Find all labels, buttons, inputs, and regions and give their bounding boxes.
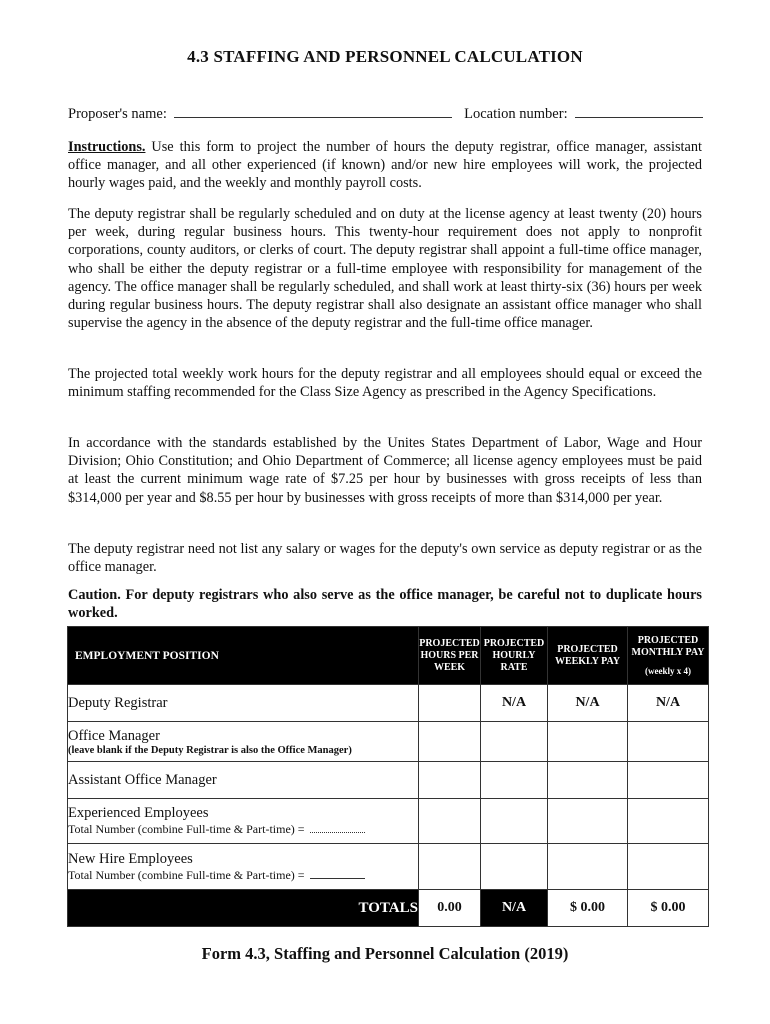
table-row xyxy=(68,685,709,722)
totals-rate: N/A xyxy=(481,890,548,927)
location-number-field[interactable] xyxy=(575,104,703,118)
row-label-deputy: Deputy Registrar xyxy=(68,685,419,722)
totals-label: TOTALS xyxy=(68,890,419,927)
assistant-weekly-cell[interactable] xyxy=(548,762,628,799)
header-hours: PROJECTED HOURS PER WEEK xyxy=(419,627,481,685)
table-row xyxy=(68,799,709,844)
new-hire-hours-cell[interactable] xyxy=(419,844,481,890)
office-manager-rate-cell[interactable] xyxy=(481,722,548,762)
wage-standards-paragraph: In accordance with the standards established by the Unites States Department of Labor, Wage and Hour Division; Ohio Constitution; and Ohio Department of Commerce; all license agency employees must be paid at least the current minimum wage rate of $7.25 per hour by businesses with gross receipts of less than $314,000 per year and $8.55 per hour by businesses with gross receipts of more than $314,000 per year. xyxy=(68,435,702,506)
table-header-row xyxy=(68,627,709,685)
instructions-text: Use this form to project the number of hours the deputy registrar, office manager, assistant office manager, and all other experienced (if known) and/or new hire employees will work, the projected hourly wages paid, and the weekly and monthly payroll costs. xyxy=(68,139,702,192)
new-hire-rate-cell[interactable] xyxy=(481,844,548,890)
salary-note-paragraph: The deputy registrar need not list any salary or wages for the deputy's own service as deputy registrar or as the office manager. xyxy=(68,541,702,576)
assistant-rate-cell[interactable] xyxy=(481,762,548,799)
table-row xyxy=(68,722,709,762)
office-manager-note: (leave blank if the Deputy Registrar is also the Office Manager) xyxy=(68,744,352,756)
experienced-count-label: Total Number (combine Full-time & Part-time) = xyxy=(68,822,305,836)
header-weekly: PROJECTED WEEKLY PAY xyxy=(548,627,628,685)
assistant-hours-cell[interactable] xyxy=(419,762,481,799)
assistant-monthly-cell[interactable] xyxy=(628,762,709,799)
staffing-paragraph: The projected total weekly work hours for the deputy registrar and all employees should equal or exceed the minimum staffing recommended for the Class Size Agency as prescribed in the Agency Specifications. xyxy=(68,366,702,401)
form-title: 4.3 STAFFING AND PERSONNEL CALCULATION xyxy=(187,47,583,66)
proposer-line xyxy=(68,104,704,123)
deputy-monthly-cell: N/A xyxy=(628,685,709,722)
header-monthly xyxy=(628,627,709,685)
table-row xyxy=(68,844,709,890)
header-rate: PROJECTED HOURLY RATE xyxy=(481,627,548,685)
experienced-count-field[interactable] xyxy=(310,822,365,833)
totals-row xyxy=(68,890,709,927)
new-hire-count-label: Total Number (combine Full-time & Part-time) = xyxy=(68,867,305,882)
experienced-monthly-cell[interactable] xyxy=(628,799,709,844)
row-label-office-manager: Office Manager (leave blank if the Deputy Registrar is also the Office Manager) xyxy=(68,722,419,762)
experienced-rate-cell[interactable] xyxy=(481,799,548,844)
instructions-lead: Instructions. xyxy=(68,139,146,155)
deputy-rate-cell: N/A xyxy=(481,685,548,722)
location-number-label: Location number: xyxy=(464,106,568,122)
proposer-name-label: Proposer's name: xyxy=(68,106,167,122)
totals-weekly: $ 0.00 xyxy=(548,890,628,927)
form-footer: Form 4.3, Staffing and Personnel Calculation (2019) xyxy=(201,944,569,963)
header-position: EMPLOYMENT POSITION xyxy=(68,627,419,685)
deputy-hours-cell[interactable] xyxy=(419,685,481,722)
row-label-experienced: Experienced Employees Total Number (combine Full-time & Part-time) = xyxy=(68,799,419,844)
header-monthly-sub: (weekly x 4) xyxy=(645,665,691,676)
office-manager-weekly-cell[interactable] xyxy=(548,722,628,762)
header-monthly-label: PROJECTED MONTHLY PAY xyxy=(631,634,705,658)
new-hire-monthly-cell[interactable] xyxy=(628,844,709,890)
staffing-table xyxy=(67,626,709,927)
caution-paragraph: Caution. For deputy registrars who also serve as the office manager, be careful not to duplicate hours worked. xyxy=(68,587,702,622)
row-label-assistant: Assistant Office Manager xyxy=(68,762,419,799)
totals-monthly: $ 0.00 xyxy=(628,890,709,927)
deputy-requirements-paragraph: The deputy registrar shall be regularly scheduled and on duty at the license agency at least twenty (20) hours per week, during regular business hours. This twenty-hour requirement does not apply to nonprofit corporations, county auditors, or clerks of court. The deputy registrar shall appoint a full-time office manager, who shall be either the deputy registrar or a full-time employee with responsibility for management of the agency. The office manager shall be regularly scheduled, and shall work at least thirty-six (36) hours per week during regular business hours. The deputy registrar shall also designate an assistant office manager who shall supervise the agency in the absence of the deputy registrar and the full-time office manager. xyxy=(68,206,702,332)
new-hire-count-field[interactable] xyxy=(310,868,365,879)
experienced-hours-cell[interactable] xyxy=(419,799,481,844)
experienced-weekly-cell[interactable] xyxy=(548,799,628,844)
row-label-new-hire: New Hire Employees Total Number (combine Full-time & Part-time) = xyxy=(68,844,419,890)
totals-hours: 0.00 xyxy=(419,890,481,927)
instructions-paragraph xyxy=(68,138,702,193)
table-row xyxy=(68,762,709,799)
proposer-name-field[interactable] xyxy=(174,104,452,118)
new-hire-weekly-cell[interactable] xyxy=(548,844,628,890)
office-manager-monthly-cell[interactable] xyxy=(628,722,709,762)
deputy-weekly-cell: N/A xyxy=(548,685,628,722)
office-manager-hours-cell[interactable] xyxy=(419,722,481,762)
